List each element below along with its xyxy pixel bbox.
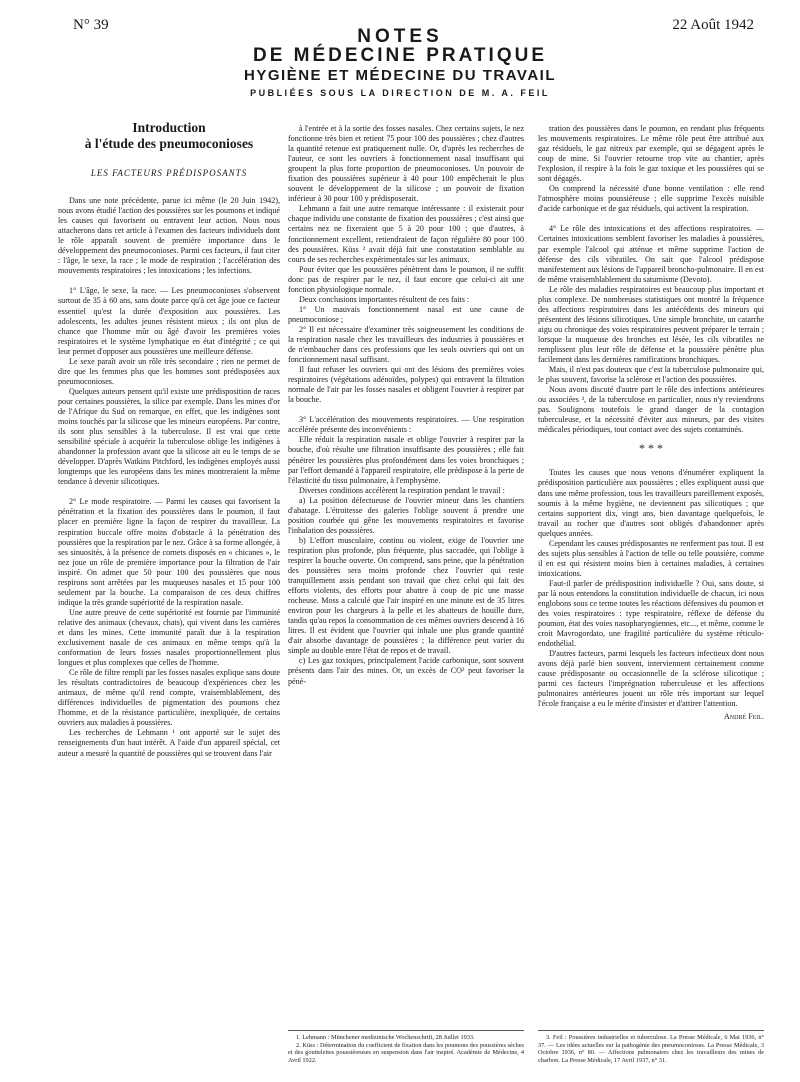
paragraph: Elle réduit la respiration nasale et oblige l'ouvrier à respirer par la bouche, d'où résulte une filtration insuffisante des poussières ; elle fait pénétrer les poussières plus profondément dans les voies bronchiques ; par l'effort demandé à l'appareil respiratoire, elle prédispose à la perte de l'élasticité du tissu pulmonaire, à l'emphysème. [288, 435, 524, 485]
journal-title-line-2: DE MÉDECINE PRATIQUE [252, 45, 547, 66]
footnotes-column-2 [288, 1034, 524, 1064]
footnotes-column-3 [538, 1034, 764, 1064]
paragraph: 1° Un mauvais fonctionnement nasal est une cause de pneumoconiose ; [288, 304, 524, 324]
paragraph: Diverses conditions accélèrent la respiration pendant le travail : [299, 485, 505, 495]
paragraph: tration des poussières dans le poumon, en rendant plus fréquents les mouvements respiratoires. Le même rôle peut être attribué aux gaz résiduels, le gaz nitreux par exemple, qui se dégagent après le coup de mine. Si l'ouvrier retourne trop vite au chantier, après l'explosion, il respire à la fois le gaz toxique et les poussières qui se sont dégagés. [538, 124, 764, 184]
footnote: 3. Feil : Poussières industrielles et tuberculose. La Presse Médicale, 6 Mai 1936, n° 37. — Les idées actuelles sur la pathogénie des pneumoconioses. La Presse Médicale, 3 Octobre 1936, n° 80. — Affections pulmonaires chez les travailleurs des mines de charbon. La Presse Médicale, 17 Avril 1937, n° 31. [538, 1034, 764, 1064]
article-title-line-1: Introduction [132, 120, 206, 135]
footnote-rule [288, 1030, 524, 1031]
paragraph: Nous avons discuté d'autre part le rôle des infections antérieures ou associées ³, de la tuberculose en particulier, nous n'y reviendrons pas. Soulignons toutefois le grand danger de la contagion tuberculeuse, et la nécessité d'éviter aux mineurs, par des visites médicales périodiques, tout contact avec des sujets contaminés. [538, 385, 764, 435]
text-column-2 [288, 124, 524, 1026]
paragraph: Pour éviter que les poussières pénètrent dans le poumon, il ne suffit donc pas de respirer par le nez, il faut encore que celui-ci ait une fonction physiologique normale. [288, 264, 524, 294]
paragraph: 3° L'accélération des mouvements respiratoires. — Une respiration accélérée présente des inconvénients : [288, 415, 524, 435]
footnote: 1. Lehmann : Münchener medizinische Wochenschrift, 28 Juillet 1933. [296, 1034, 475, 1041]
journal-subtitle: HYGIÈNE ET MÉDECINE DU TRAVAIL [244, 67, 556, 84]
paragraph: a) La position défectueuse de l'ouvrier mineur dans les chantiers d'abatage. L'étroitesse des galeries l'oblige souvent à prendre une position courbée qui gêne les mouvements respiratoires et favorise l'inhalation des poussières. [288, 495, 524, 535]
paragraph: Lehmann a fait une autre remarque intéressante : il existerait pour chaque individu une constante de fixation des poussières ; c'est ainsi que certains nez ne fixeraient que 5 à 20 pour 100 ; que d'autres, à fonctionnement excellent, retiendraient de façon régulière 80 pour 100 des poussières. Küss ² avait déjà fait une constatation semblable au cours de ses recherches expérimentales sur les animaux. [288, 204, 524, 264]
paragraph: à l'entrée et à la sortie des fosses nasales. Chez certains sujets, le nez fonctionne très bien et retient 75 pour 100 des poussières ; chez d'autres la quantité retenue est pratiquement nulle. Or, d'après les recherches de l'auteur, ce sont les ouvriers à fonctionnement nasal insuffisant qui groupent la plus forte proportion de pneumoconioses. Un pouvoir de fixation des poussières supérieur à 40 pour 100 empêcherait le plus souvent le développement de la silicose ; un pouvoir de fixation inférieur à 30 pour 100 y prédisposerait. [288, 124, 524, 204]
paragraph: Deux conclusions importantes résultent de ces faits : [299, 294, 470, 304]
paragraph: Mais, il n'est pas douteux que c'est la tuberculose pulmonaire qui, le plus souvent, favorise la sclérose et l'action des poussières. [538, 365, 764, 385]
footnote: 2. Küss : Détermination du coefficient de fixation dans les poumons des poussières sèches et des gouttelettes poussiéreuses en suspension dans l'air inspiré. Académie de Médecine, 4 Avril 1922. [288, 1041, 524, 1064]
paragraph: c) Les gaz toxiques, principalement l'acide carbonique, sont souvent présents dans l'air des mines. Or, un excès de CO² peut favoriser la péné- [288, 656, 524, 686]
paragraph: Le rôle des maladies respiratoires est beaucoup plus important et plus complexe. De nombreuses statistiques ont montré la fréquence des affections respiratoires dans les antécédents des mineurs qui présentent des lésions silicotiques. Une simple bronchite, un catarrhe aigu ou chronique des voies respiratoires peuvent préparer le terrain ; lorsque la muqueuse des bronches est lésée, les cils vibratiles ne remplissent plus leur rôle de défense et la poussière pénètre plus facilement dans les dernières ramifications bronchiques. [538, 284, 764, 365]
paragraph: Il faut refuser les ouvriers qui ont des lésions des premières voies respiratoires (végétations adénoïdes, polypes) qui entravent la filtration normale de l'air par les fosses nasales et obligent l'ouvrier à respirer par la bouche. [288, 365, 524, 405]
paragraph: 4° Le rôle des intoxications et des affections respiratoires. — Certaines intoxications semblent favoriser les maladies à poussières, par exemple l'alcool qui atténue et même supprime l'action de défense des cils vibratiles. On sait que l'alcool prédispose manifestement aux lésions de l'appareil broncho-pulmonaire. Il en est de même vraisemblablement du saturnisme (Devoto). [538, 224, 764, 284]
article-title-line-2: à l'étude des pneumoconioses [84, 136, 254, 151]
paragraph: Quelques auteurs pensent qu'il existe une prédisposition de races pour certaines poussières, la silice par exemple. Dans les mines d'or de l'Afrique du Sud on remarque, en effet, que les indigènes sont moins touchés par la silicose que les mineurs européens. Par contre, ils sont plus sensibles à la tuberculose. Il est vrai que cette sensibilité spéciale à acquérir la tuberculose oblige les indigènes à abandonner la profession avant que la silicose ait eu le temps de se développer. D'après Watkins Pitchford, les indigènes employés aussi longtemps que les européens dans les mines montreraient la même tendance à devenir silicotiques. [58, 386, 280, 487]
paragraph: Cependant les causes prédisposantes ne renferment pas tout. Il est des sujets plus sensibles à l'action de telle ou telle poussière, comme il en est qui résistent moins bien à certaines maladies, à certaines intoxications. [538, 538, 764, 578]
issue-date: 22 Août 1942 [672, 17, 754, 33]
paragraph: Le sexe paraît avoir un rôle très secondaire ; rien ne permet de dire que les femmes plus que les hommes sont prédisposées aux pneumoconioses. [58, 356, 280, 386]
paragraph: Faut-il parler de prédisposition individuelle ? Oui, sans doute, si par là nous entendons la constitution individuelle de chacun, ici nous englobons sous ce terme toutes les réactions défensives du poumon et des voies respiratoires : type respiratoire, réflexe de défense du poumon, état des voies nasopharyngiennes, etc..., et même, comme le croit Mavrogordato, une fragilité particulière du système réticulo-endothélial. [538, 578, 764, 649]
article-title [58, 120, 280, 152]
text-column-1 [58, 120, 280, 1020]
paragraph: 1° L'âge, le sexe, la race. — Les pneumoconioses s'observent surtout de 35 à 60 ans, sans doute parce qu'à cet âge joue ce facteur essentiel qu'est la durée d'exposition aux poussières. Les adolescents, les adultes jeunes résistent mieux ; ils ont plus de chance que l'homme mûr ou âgé d'avoir les premières voies respiratoires et le système lymphatique en état d'intégrité ; ce qui leur permet d'opposer aux poussières une meilleure défense. [58, 286, 280, 356]
paragraph: On comprend la nécessité d'une bonne ventilation : elle rend l'atmosphère moins poussiéreuse ; elle supprime l'excès nuisible d'acide carbonique et de gaz résiduels, qui activent la respiration. [538, 184, 764, 214]
journal-title-line-1: NOTES [357, 26, 443, 47]
footnote-rule [538, 1030, 764, 1031]
section-heading: LES FACTEURS PRÉDISPOSANTS [90, 168, 248, 178]
paragraph: b) L'effort musculaire, continu ou violent, exige de l'ouvrier une respiration plus profonde, plus fréquente, plus saccadée, qui l'oblige à respirer la bouche ouverte. On comprend, sans peine, que la pénétration des poussières sera moins profonde chez l'ouvrier qui reste tranquillement assis pendant son travail que chez celui qui fait des efforts violents, des efforts pour abattre à coup de pic une masse rocheuse. Moss a calculé que l'air inspiré en une minute est de 35 litres environ pour les chargeurs à la pelle et les abatteurs de houille dure, tandis qu'au repos la consommation de ces mêmes ouvriers descend à 16 litres. Il est évident que l'ouvrier qui inhale une plus grande quantité d'air absorbe davantage de poussières ; la différence peut varier du simple au double entre l'état de repos et de travail. [288, 535, 524, 656]
paragraph: Les recherches de Lehmann ¹ ont apporté sur le sujet des renseignements d'un haut intérêt. A l'aide d'un appareil spécial, cet auteur a mesuré la quantité de poussières qui se trouvent dans l'air [58, 728, 280, 758]
paragraph: Ce rôle de filtre rempli par les fosses nasales explique sans doute les résultats contradictoires de beaucoup d'expériences chez les animaux, de même qu'il rend compte, vraisemblablement, des différences individuelles de pigmentation des poumons chez l'homme, et de la résistance particulière, inexpliquée, de certains ouvriers aux maladies à poussières. [58, 668, 280, 728]
paragraph: 2° Il est nécessaire d'examiner très soigneusement les conditions de la respiration nasale chez les travailleurs des industries à poussières et de n'embaucher dans ces professions que les seuls ouvriers qui ont un fonctionnement nasal suffisant. [288, 324, 524, 365]
paragraph: Une autre preuve de cette supériorité est fournie par l'immunité relative des animaux (chevaux, chats), qui vivent dans les carrières et dans les mines. Cette immunité paraît due à la respiration exclusivement nasale de ces animaux en même temps qu'à la conformation de leurs fosses nasales proportionnellement plus longues et plus complexes que celles de l'homme. [58, 607, 280, 668]
paragraph: 2° Le mode respiratoire. — Parmi les causes qui favorisent la pénétration et la fixation des poussières dans le poumon, il faut placer en première ligne la façon de respirer du travailleur. La respiration buccale offre moins d'obstacle à la pénétration des poussières que la respiration par le nez. Grâce à sa forme allongée, à ses sinuosités, à la présence de cornets disposés en « chicanes », le nez joue un rôle de première importance pour la filtration de l'air inspiré. On admet que 50 pour 100 des poussières que nous respirons sont arrêtées par les muqueuses nasales et 15 pour 100 seulement par la bouche. La comparaison de ces deux chiffres indique la très grande supériorité de la respiration nasale. [58, 497, 280, 607]
author-signature: André Feil. [723, 711, 764, 721]
issue-number: N° 39 [73, 17, 109, 33]
paragraph: D'autres facteurs, parmi lesquels les facteurs infectieux dont nous avons déjà parlé bien souvent, interviennent certainement comme cause prédisposante ou occasionnelle de la sclérose silicotique ; parmi ces facteurs l'imprégnation tuberculeuse et les affections pulmonaires antérieures jouent un rôle très important sur lequel l'école française a eu le mérite d'insister et d'attirer l'attention. [538, 649, 764, 709]
paragraph: Toutes les causes que nous venons d'énumérer expliquent la prédisposition particulière aux poussières ; elles expliquent aussi que dans une même profession, tous les travailleurs pareillement exposés, soumis à la même hygiène, ne deviennent pas silicotiques ; que certains supportent dix, vingt ans, bien davantage quelquefois, le travail au rocher que d'autres sont obligés d'abandonner après quelques années. [538, 468, 764, 538]
section-divider-stars: * * * [639, 441, 663, 456]
journal-editor-line: PUBLIÉES SOUS LA DIRECTION DE M. A. FEIL [250, 88, 550, 98]
paragraph: Dans une note précédente, parue ici même (le 20 Juin 1942), nous avons étudié l'action des poussières sur les poumons et indiqué les causes qui favorisent ou entravent leur action. Nous nous attacherons dans cet article à l'examen des facteurs individuels dont le rôle apparaît souvent de première importance dans le développement des pneumoconioses. Parmi ces facteurs, il faut citer : l'âge, le sexe, la race ; le mode de respiration ; l'accélération des mouvements respiratoires ; les intoxications ; les infections. [58, 196, 280, 276]
text-column-3 [538, 124, 764, 1026]
